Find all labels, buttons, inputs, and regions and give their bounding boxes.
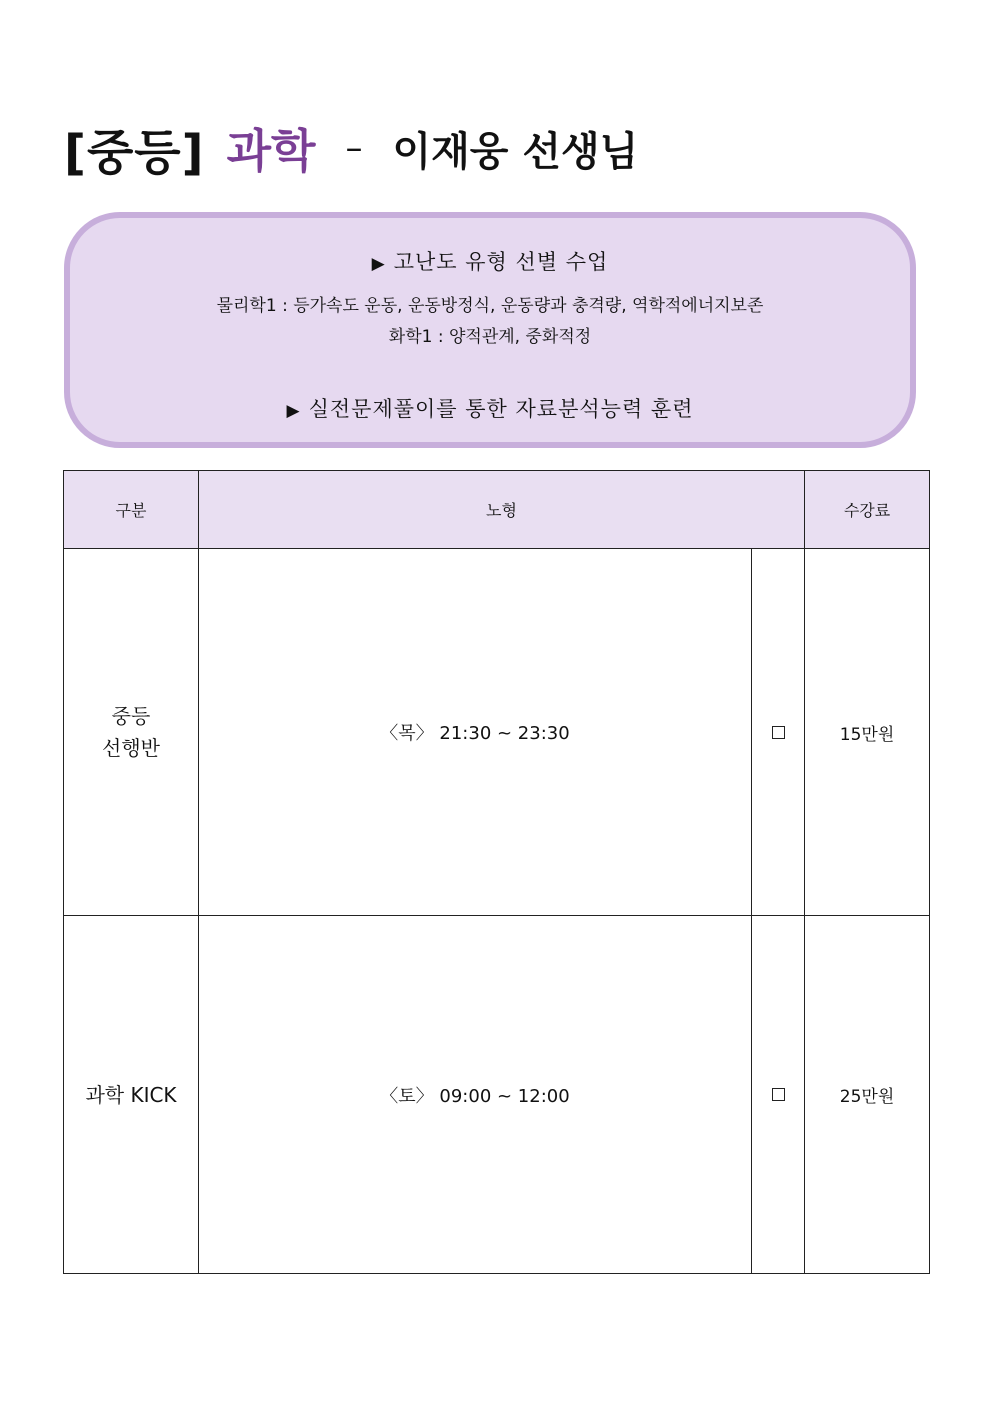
row-fee: 15만원 (805, 549, 930, 916)
course-info-box (64, 212, 916, 448)
table-header-row (64, 471, 930, 549)
header-category: 구분 (64, 471, 199, 549)
info-heading-1-text: 고난도 유형 선별 수업 (393, 250, 609, 274)
table-row (64, 549, 930, 916)
row-time: 〈목〉 21:30 ~ 23:30 (199, 549, 752, 916)
checkbox-icon[interactable] (772, 1088, 785, 1101)
title-dash: – (345, 128, 363, 168)
header-schedule: 노형 (199, 471, 805, 549)
title-subject: 과학 (226, 124, 316, 178)
row-time: 〈토〉 09:00 ~ 12:00 (199, 916, 752, 1274)
info-heading-2 (70, 393, 910, 423)
checkbox-icon[interactable] (772, 726, 785, 739)
schedule-table (63, 470, 930, 1274)
arrow-right-icon: ▶ (286, 401, 301, 421)
row-checkbox-cell[interactable] (752, 916, 805, 1274)
table-row (64, 916, 930, 1274)
row-category-line2: 선행반 (102, 736, 160, 760)
info-physics-line: 물리학1 : 등가속도 운동, 운동방정식, 운동량과 충격량, 역학적에너지보존 (216, 296, 764, 316)
info-chemistry-line: 화학1 : 양적관계, 중화적정 (388, 327, 592, 347)
row-fee: 25만원 (805, 916, 930, 1274)
info-heading-1 (70, 246, 910, 276)
page-title (64, 112, 638, 184)
row-category-line1: 과학 KICK (85, 1082, 177, 1107)
title-teacher: 이재웅 선생님 (392, 128, 639, 175)
title-prefix: [중등] (64, 124, 205, 181)
row-category (64, 916, 199, 1274)
row-category-line1: 중등 (111, 704, 151, 728)
arrow-right-icon: ▶ (371, 254, 386, 274)
info-heading-2-text: 실전문제풀이를 통한 자료분석능력 훈련 (308, 397, 694, 421)
row-checkbox-cell[interactable] (752, 549, 805, 916)
row-category (64, 549, 199, 916)
header-fee: 수강료 (805, 471, 930, 549)
